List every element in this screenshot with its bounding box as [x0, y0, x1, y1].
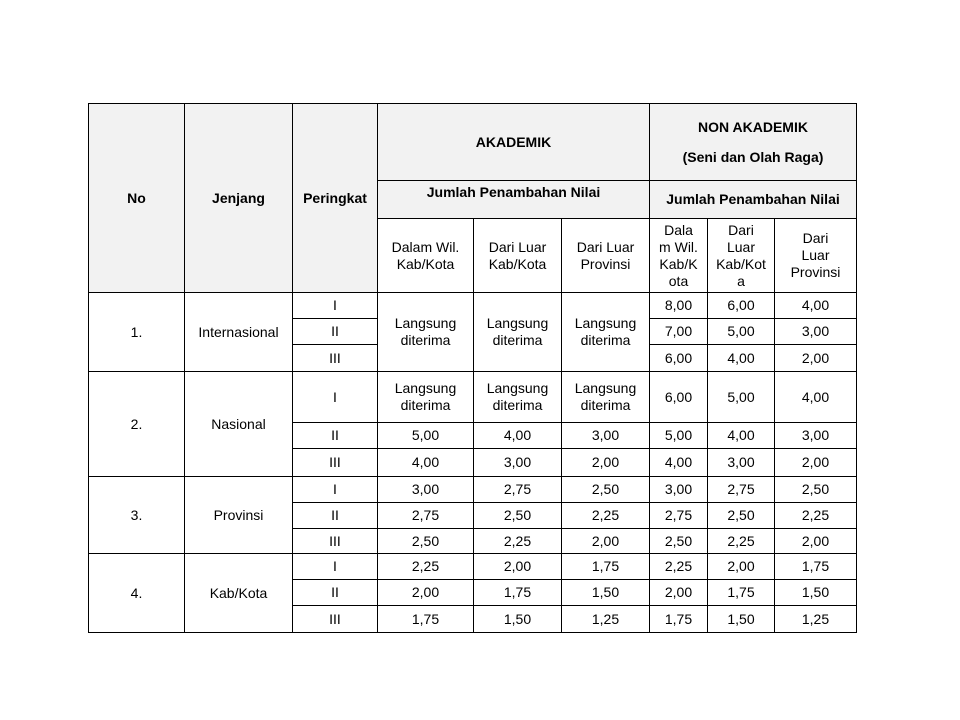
- header-non-akademik-subtitle: (Seni dan Olah Raga): [682, 148, 824, 165]
- row-no: 2.: [89, 372, 185, 477]
- row-no: 1.: [89, 293, 185, 372]
- header-non-akademik-title: NON AKADEMIK: [698, 118, 808, 135]
- value-cell: 6,00: [650, 372, 708, 423]
- value-cell: 8,00: [650, 293, 708, 319]
- header-na-luar-prov: Dari Luar Provinsi: [775, 219, 857, 293]
- header-non-akademik: [650, 104, 857, 181]
- row-peringkat: I: [293, 293, 378, 319]
- value-cell: 5,00: [650, 423, 708, 449]
- value-cell: 3,00: [562, 423, 650, 449]
- value-cell: 3,00: [708, 449, 775, 477]
- value-cell: 2,50: [775, 477, 857, 503]
- value-cell: 2,75: [650, 503, 708, 529]
- value-cell: 2,25: [708, 529, 775, 554]
- value-cell: 1,75: [775, 554, 857, 580]
- header-na-luar-kab: Dari Luar Kab/Kot a: [708, 219, 775, 293]
- value-cell: 1,50: [708, 606, 775, 633]
- value-cell: 1,75: [378, 606, 474, 633]
- row-peringkat: II: [293, 319, 378, 345]
- row-peringkat: I: [293, 477, 378, 503]
- value-cell: 4,00: [474, 423, 562, 449]
- row-peringkat: I: [293, 372, 378, 423]
- row-peringkat: II: [293, 423, 378, 449]
- header-ak-luar-prov: Dari Luar Provinsi: [562, 219, 650, 293]
- value-cell: 4,00: [378, 449, 474, 477]
- value-cell: 2,00: [708, 554, 775, 580]
- value-cell: 2,50: [474, 503, 562, 529]
- row-jenjang: Kab/Kota: [185, 554, 293, 633]
- value-cell: 6,00: [708, 293, 775, 319]
- value-cell: 2,75: [378, 503, 474, 529]
- value-cell: 6,00: [650, 345, 708, 372]
- value-cell: 2,25: [474, 529, 562, 554]
- table-row: [89, 554, 857, 580]
- value-cell: 2,50: [650, 529, 708, 554]
- header-peringkat: Peringkat: [293, 104, 378, 293]
- table-row: [89, 372, 857, 423]
- row-no: 3.: [89, 477, 185, 554]
- row-jenjang: Internasional: [185, 293, 293, 372]
- langsung-diterima-cell: Langsung diterima: [474, 293, 562, 372]
- header-ak-luar-kab: Dari Luar Kab/Kota: [474, 219, 562, 293]
- value-cell: 5,00: [708, 372, 775, 423]
- value-cell: 2,00: [378, 580, 474, 606]
- value-cell: 4,00: [708, 345, 775, 372]
- value-cell: 1,75: [650, 606, 708, 633]
- row-jenjang: Provinsi: [185, 477, 293, 554]
- value-cell: 2,00: [650, 580, 708, 606]
- row-jenjang: Nasional: [185, 372, 293, 477]
- row-peringkat: I: [293, 554, 378, 580]
- value-cell: 3,00: [474, 449, 562, 477]
- header-na-dalam-wil: Dala m Wil. Kab/K ota: [650, 219, 708, 293]
- value-cell: 2,00: [562, 529, 650, 554]
- value-cell: 2,00: [775, 345, 857, 372]
- langsung-diterima-cell: Langsung diterima: [562, 293, 650, 372]
- value-cell: 2,25: [562, 503, 650, 529]
- value-cell: 2,50: [708, 503, 775, 529]
- value-cell: 1,25: [775, 606, 857, 633]
- value-cell: 3,00: [775, 423, 857, 449]
- value-cell: 2,75: [708, 477, 775, 503]
- langsung-diterima-cell: Langsung diterima: [378, 293, 474, 372]
- row-peringkat: II: [293, 580, 378, 606]
- value-cell: 4,00: [775, 372, 857, 423]
- header-no: No: [89, 104, 185, 293]
- row-peringkat: II: [293, 503, 378, 529]
- row-peringkat: III: [293, 345, 378, 372]
- row-peringkat: III: [293, 449, 378, 477]
- row-no: 4.: [89, 554, 185, 633]
- value-cell: 2,75: [474, 477, 562, 503]
- value-cell: 1,75: [562, 554, 650, 580]
- table-row: [89, 293, 857, 319]
- value-cell: 1,25: [562, 606, 650, 633]
- header-akademik: AKADEMIK: [378, 104, 650, 181]
- value-cell: 1,75: [474, 580, 562, 606]
- value-cell: 2,00: [775, 449, 857, 477]
- value-cell: 1,75: [708, 580, 775, 606]
- value-cell: 3,00: [650, 477, 708, 503]
- header-jumlah-non-akademik: Jumlah Penambahan Nilai: [650, 181, 857, 219]
- table-row: [89, 477, 857, 503]
- value-cell: 4,00: [708, 423, 775, 449]
- value-cell: 2,00: [562, 449, 650, 477]
- value-cell: 2,25: [378, 554, 474, 580]
- value-cell: 2,25: [650, 554, 708, 580]
- langsung-diterima-cell: Langsung diterima: [562, 372, 650, 423]
- value-cell: 2,00: [474, 554, 562, 580]
- value-cell: 4,00: [650, 449, 708, 477]
- header-ak-dalam-wil: Dalam Wil. Kab/Kota: [378, 219, 474, 293]
- value-cell: 3,00: [378, 477, 474, 503]
- value-cell: 3,00: [775, 319, 857, 345]
- value-cell: 7,00: [650, 319, 708, 345]
- value-cell: 4,00: [775, 293, 857, 319]
- row-peringkat: III: [293, 529, 378, 554]
- value-cell: 5,00: [708, 319, 775, 345]
- row-peringkat: III: [293, 606, 378, 633]
- header-jenjang: Jenjang: [185, 104, 293, 293]
- langsung-diterima-cell: Langsung diterima: [378, 372, 474, 423]
- value-cell: 2,25: [775, 503, 857, 529]
- header-jumlah-akademik: Jumlah Penambahan Nilai: [378, 181, 650, 219]
- value-cell: 1,50: [562, 580, 650, 606]
- value-cell: 5,00: [378, 423, 474, 449]
- value-cell: 2,50: [562, 477, 650, 503]
- nilai-table: [88, 103, 857, 633]
- langsung-diterima-cell: Langsung diterima: [474, 372, 562, 423]
- value-cell: 1,50: [474, 606, 562, 633]
- value-cell: 1,50: [775, 580, 857, 606]
- value-cell: 2,50: [378, 529, 474, 554]
- value-cell: 2,00: [775, 529, 857, 554]
